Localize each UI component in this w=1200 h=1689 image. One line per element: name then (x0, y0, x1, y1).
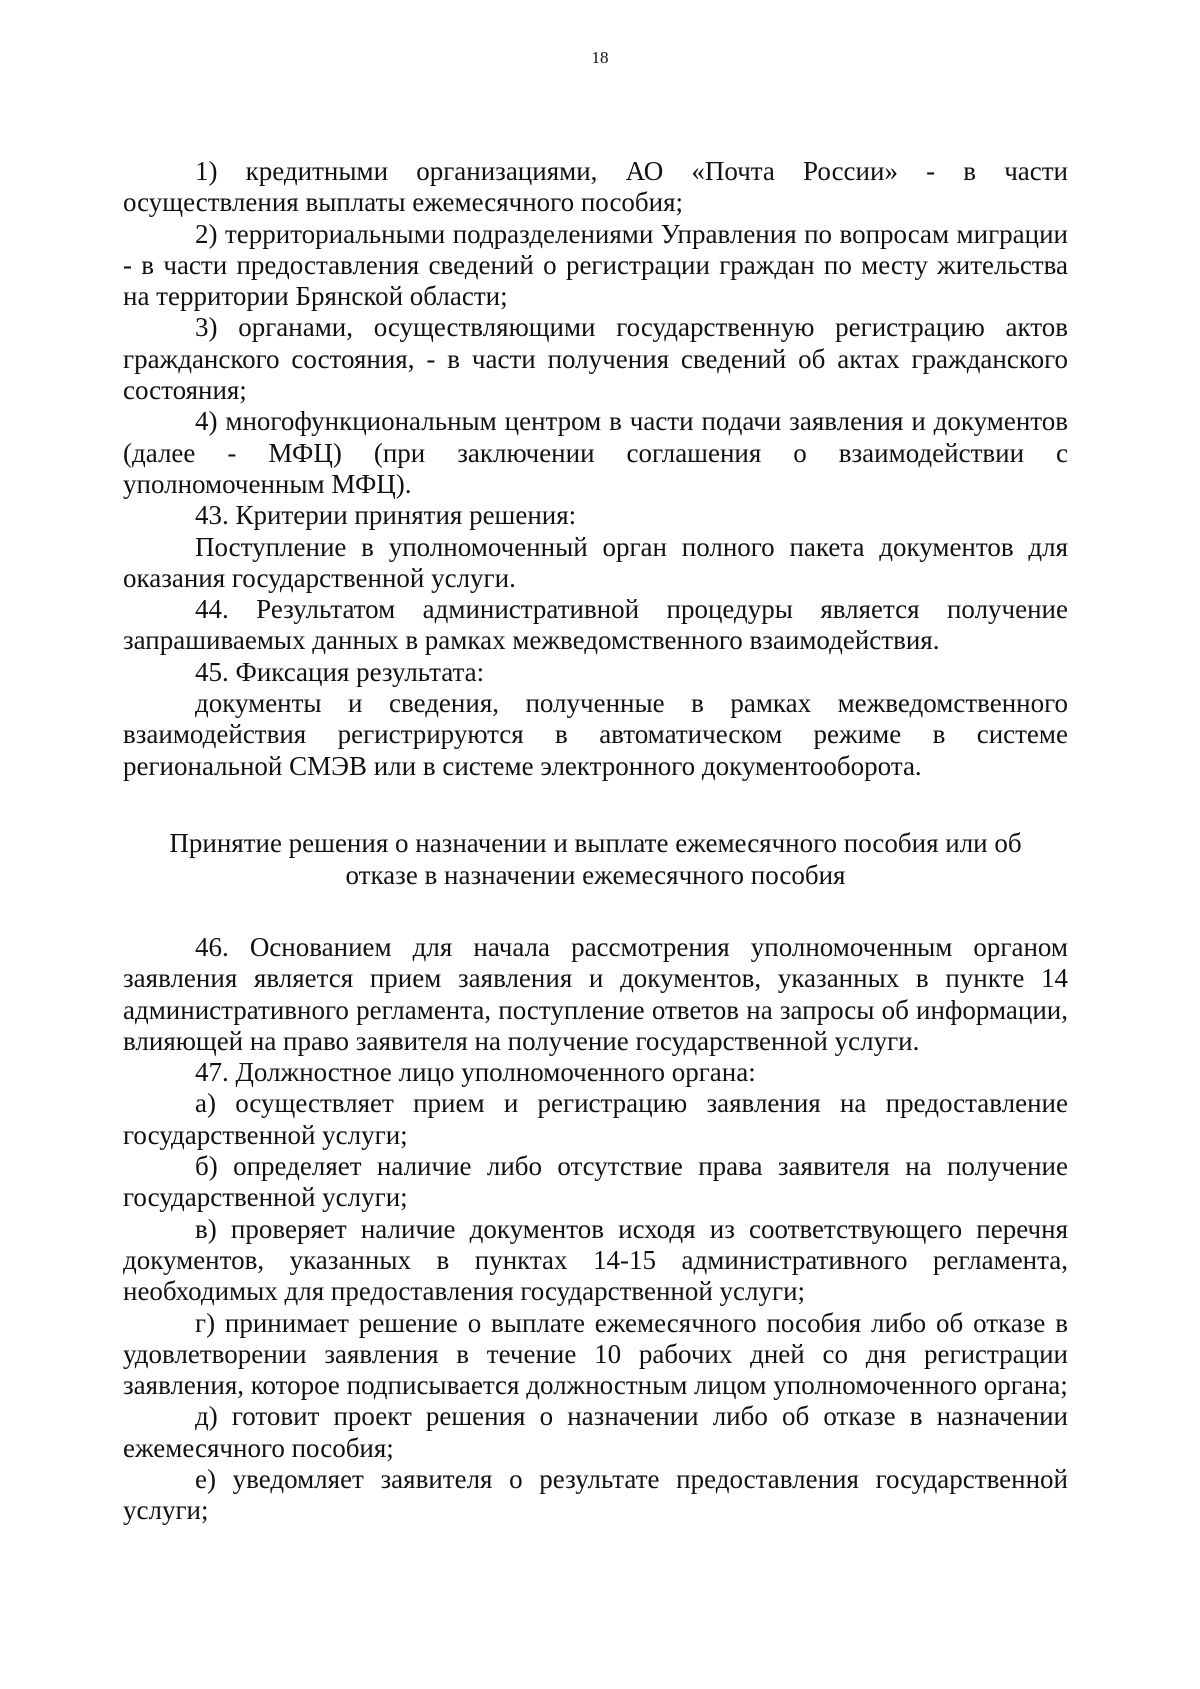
paragraph-47-e: е) уведомляет заявителя о результате предоставления государственной услуги; (123, 1463, 1068, 1526)
paragraph-45: 45. Фиксация результата: (195, 656, 485, 687)
paragraph-46: 46. Основанием для начала рассмотрения уполномоченным органом заявления является прием заявления и документов, указанных в пункте 14 административного регламента, поступление ответов на запросы об информации, влияющей на право заявителя на получение государственной услуги. (123, 931, 1068, 1056)
paragraph-47: 47. Должностное лицо уполномоченного органа: (195, 1057, 756, 1088)
paragraph-item-4: 4) многофункциональным центром в части подачи заявления и документов (далее - МФЦ) (при заключении соглашения о взаимодействии с уполномоченным МФЦ). (123, 406, 1068, 499)
paragraph-47-d: д) готовит проект решения о назначении либо об отказе в назначении ежемесячного пособия; (123, 1401, 1068, 1463)
section-heading-line-2: отказе в назначении ежемесячного пособия (345, 859, 846, 890)
page-number: 18 (591, 48, 609, 67)
paragraph-45-text: документы и сведения, полученные в рамках межведомственного взаимодействия регистрируются в автоматическом режиме в системе региональной СМЭВ или в системе электронного документооборота. (123, 688, 1068, 781)
paragraph-item-2: 2) территориальными подразделениями Управления по вопросам миграции - в части предоставления сведений о регистрации граждан по месту жительства на территории Брянской области; (123, 218, 1068, 312)
paragraph-47-a: а) осуществляет прием и регистрацию заявления на предоставление государственной услуги; (123, 1088, 1068, 1150)
paragraph-item-3: 3) органами, осуществляющими государственную регистрацию актов гражданского состояния, - в части получения сведений об актах гражданского состояния; (123, 312, 1068, 406)
paragraph-43-text: Поступление в уполномоченный орган полного пакета документов для оказания государственной услуги. (123, 531, 1068, 593)
paragraph-item-1: 1) кредитными организациями, АО «Почта России» - в части осуществления выплаты ежемесячного пособия; (123, 156, 1068, 218)
section-heading (123, 827, 1068, 891)
document-body (123, 156, 1068, 1527)
paragraph-44: 44. Результатом административной процедуры является получение запрашиваемых данных в рамках межведомственного взаимодействия. (123, 594, 1068, 656)
paragraph-47-b: б) определяет наличие либо отсутствие права заявителя на получение государственной услуги; (123, 1151, 1068, 1213)
paragraph-47-g: г) принимает решение о выплате ежемесячного пособия либо об отказе в удовлетворении заявления в течение 10 рабочих дней со дня регистрации заявления, которое подписывается должностным лицом уполномоченного органа; (123, 1307, 1068, 1401)
paragraph-47-v: в) проверяет наличие документов исходя из соответствующего перечня документов, указанных в пунктах 14-15 административного регламента, необходимых для предоставления государственной услуги; (123, 1213, 1068, 1307)
section-heading-line-1: Принятие решения о назначении и выплате ежемесячного пособия или об (169, 827, 1022, 858)
paragraph-43: 43. Критерии принятия решения: (195, 500, 577, 531)
